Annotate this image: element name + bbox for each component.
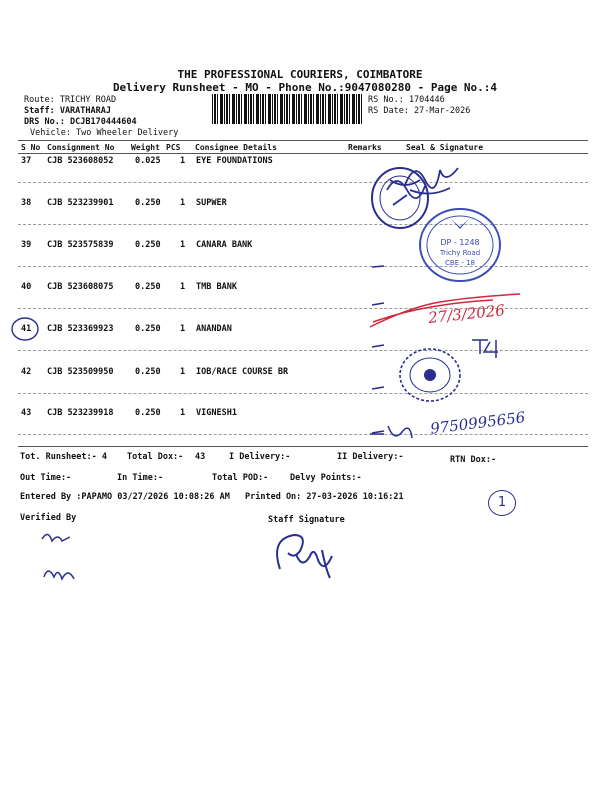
col-weight: Weight [131, 143, 160, 152]
rs-date: RS Date: 27-Mar-2026 [368, 106, 471, 116]
row-consignment: CJB 523239901 [47, 198, 114, 208]
row-divider [18, 434, 588, 435]
total-pod: Total POD:- [212, 473, 269, 483]
verified-by-label: Verified By [20, 513, 77, 523]
stamp-line-2: Trichy Road [439, 249, 481, 257]
ii-delivery: II Delivery:- [337, 452, 404, 462]
verified-by-signature [38, 525, 98, 595]
rtn-dox: RTN Dox:- [450, 455, 497, 465]
initials-t4 [468, 336, 508, 360]
row-consignment: CJB 523608052 [47, 156, 114, 166]
row-sno: 41 [21, 324, 32, 334]
row-divider [18, 182, 588, 183]
table-row [18, 240, 348, 254]
row-pcs: 1 [180, 367, 186, 377]
circled-row-mark [10, 316, 42, 344]
tot-runsheet: Tot. Runsheet:- 4 [20, 452, 107, 462]
row-consignee: VIGNESH1 [196, 408, 237, 418]
row-weight: 0.250 [135, 282, 161, 292]
printed-on: Printed On: 27-03-2026 10:16:21 [245, 492, 404, 502]
col-consignment: Consignment No [47, 143, 115, 152]
col-sno: S No [21, 143, 41, 152]
entered-by: Entered By :PAPAMO 03/27/2026 10:08:26 AM [20, 492, 230, 502]
row-sno: 40 [21, 282, 32, 292]
col-consignee: Consignee Details [195, 143, 277, 152]
row-pcs: 1 [180, 408, 186, 418]
row-consignee: SUPWER [196, 198, 227, 208]
i-delivery: I Delivery:- [229, 452, 291, 462]
scribble-signature-row1 [400, 160, 470, 200]
row-weight: 0.250 [135, 240, 161, 250]
table-row [18, 282, 348, 296]
row-pcs: 1 [180, 282, 186, 292]
rs-number: RS No.: 1704446 [368, 95, 445, 105]
row-consignment: CJB 523608075 [47, 282, 114, 292]
stamp-line-1: DP - 1248 [440, 238, 480, 247]
row-pcs: 1 [180, 198, 186, 208]
row-sno: 43 [21, 408, 32, 418]
out-time: Out Time:- [20, 473, 72, 483]
row-consignment: CJB 523369923 [47, 324, 114, 334]
row-consignment: CJB 523239918 [47, 408, 114, 418]
table-row [18, 367, 348, 381]
table-row [18, 324, 348, 338]
phone-note-prefix [368, 422, 428, 446]
table-row [18, 198, 348, 212]
col-pcs: PCS [166, 143, 181, 152]
row-pcs: 1 [180, 240, 186, 250]
row-consignment: CJB 523575839 [47, 240, 114, 250]
total-dox-value: 43 [195, 452, 206, 462]
delvy-points: Delvy Points:- [290, 473, 362, 483]
company-title: THE PROFESSIONAL COURIERS, COIMBATORE [177, 68, 423, 81]
runsheet-subtitle: Delivery Runsheet - MO - Phone No.:9047080280 - Page No.:4 [112, 81, 498, 94]
table-bottom-rule [18, 446, 588, 447]
barcode [212, 94, 364, 124]
handwritten-date: 27/3/2026 [427, 301, 506, 327]
row-divider [18, 393, 588, 394]
staff-signature [270, 524, 340, 584]
row-sno: 39 [21, 240, 32, 250]
row-weight: 0.250 [135, 198, 161, 208]
handwritten-phone: 9750995656 [429, 408, 527, 438]
row-consignee: CANARA BANK [196, 240, 253, 250]
row-pcs: 1 [180, 156, 186, 166]
table-row [18, 156, 348, 170]
stamp-line-3: CBE - 18 [445, 259, 475, 267]
row-weight: 0.250 [135, 324, 161, 334]
row-pcs: 1 [180, 324, 186, 334]
col-remarks: Remarks [348, 143, 382, 152]
col-seal-signature: Seal & Signature [406, 143, 484, 152]
total-dox-label: Total Dox:- [127, 452, 184, 462]
staff-label: Staff: VARATHARAJ [24, 106, 111, 116]
row-consignee: TMB BANK [196, 282, 237, 292]
circled-page-marker: 1 [488, 490, 516, 516]
header-bottom-rule [18, 153, 588, 154]
row-consignment: CJB 523509950 [47, 367, 114, 377]
route-label: Route: TRICHY ROAD [24, 95, 117, 105]
row-weight: 0.250 [135, 367, 161, 377]
staff-signature-label: Staff Signature [268, 515, 345, 525]
table-row [18, 408, 348, 422]
post-office-stamp [415, 205, 505, 285]
header-top-rule [18, 140, 588, 141]
row-consignee: ANANDAN [196, 324, 232, 334]
row-sno: 37 [21, 156, 32, 166]
vehicle-label: Vehicle: Two Wheeler Delivery [30, 128, 179, 138]
row-sno: 42 [21, 367, 32, 377]
row-sno: 38 [21, 198, 32, 208]
row-consignee: IOB/RACE COURSE BR [196, 367, 289, 377]
in-time: In Time:- [117, 473, 164, 483]
drs-number: DRS No.: DCJB170444604 [24, 117, 137, 127]
row-consignee: EYE FOUNDATIONS [196, 156, 273, 166]
recipient-seal-2 [395, 345, 465, 405]
row-weight: 0.025 [135, 156, 161, 166]
row-weight: 0.250 [135, 408, 161, 418]
